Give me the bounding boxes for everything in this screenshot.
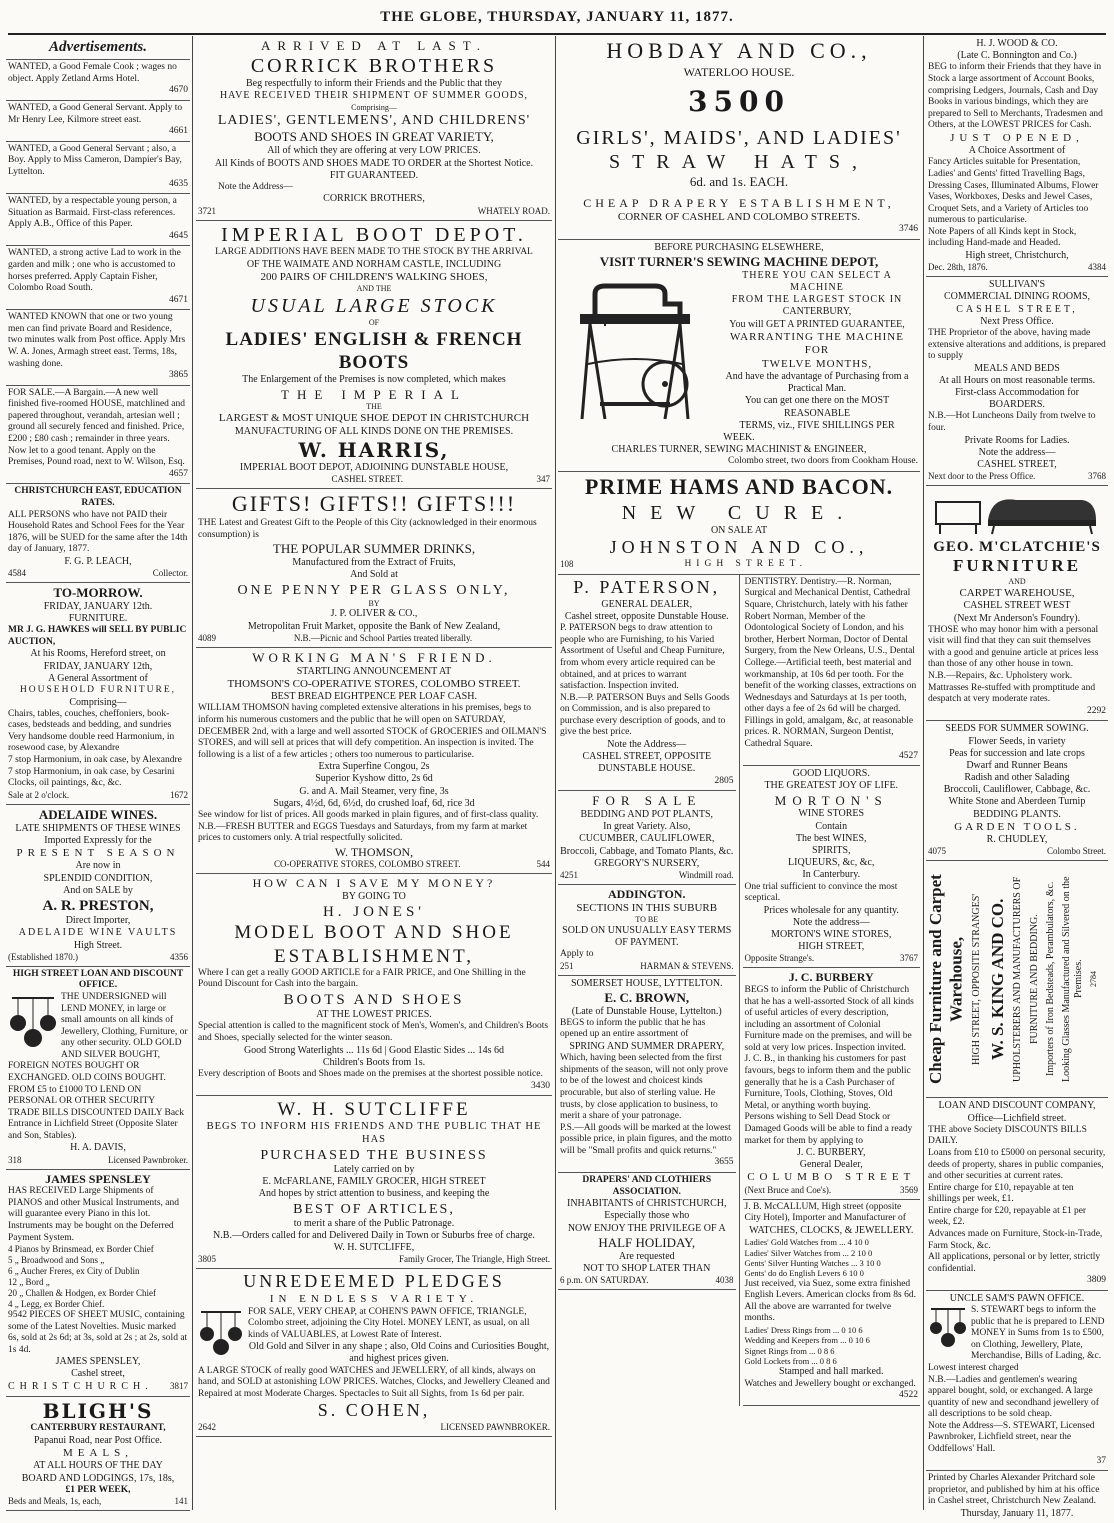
ad-chudley-seeds: SEEDS FOR SUMMER SOWING. Flower Seeds, in variety Peas for succession and late crops Dwarf and Runner Beans Radish and other Salading Broccoli, Cauliflower, Cabbage, &c. White Stone and Aberdeen Turnip BEDDING PLANTS. GARDEN TOOLS. R. CHUDLEY, 4075 Colombo Street. [926, 721, 1108, 861]
ad-wanted-barmaid: WANTED, by a respectable young person, a Situation as Barmaid. First-class references. Apply A.B., Office of this Paper. 4645 [6, 194, 190, 246]
ad-for-sale-house: FOR SALE.—A Bargain.—A new well finished five-roomed HOUSE, matchlined and papered throughout, verandah, artesian well ; ground all securely fenced and finished. Price, £200 ; £80 cash ; remainder in three years. Now let to a good tenant. Apply on the Premises, Pound road, next to W. Wilson, Esq. 4657 [6, 386, 190, 485]
masthead [0, 0, 1114, 34]
ad-turners-sewing-machine: BEFORE PURCHASING ELSEWHERE, VISIT TURNER'S SEWING MACHINE DEPOT, THERE YOU CAN SELECT A MACHINE FROM THE LARGEST STOCK IN CANTERBURY, You will GET A PRINTED GUARANTEE, WARRANTING THE MACHINE FOR TWELVE MONTHS, And have the advantage of Purchasing from a Practical Man. You can get one there on the MOST REASONABLE TERMS, viz., FIVE SHILLINGS PER WEEK. CHARLES TURNER, SEWING MACHINIST & ENGINEER, Colombo street, two doors from Cookham House. [558, 240, 920, 472]
masthead-rule [8, 33, 1106, 35]
ad-addington: ADDINGTON. SECTIONS IN THIS SUBURB TO BE SOLD ON UNUSUALLY EASY TERMS OF PAYMENT. Apply to 251 HARMAN & STEVENS. [558, 885, 736, 976]
advertisements-heading: Advertisements. [6, 36, 190, 60]
ad-mcclatchie-furniture: GEO. M'CLATCHIE'S FURNITURE AND CARPET WAREHOUSE, CASHEL STREET WEST (Next Mr Anderson's Foundry). THOSE who may honor him with a personal visit will find that they can suit themselves with a good and genuine article at prices less than those of any other house in town. N.B.—Repairs, &c. Upholstery work. Mattrasses Re-stuffed with promptitude and despatch at very moderate rates. 2292 [926, 486, 1108, 721]
ad-imperial-boot-depot: IMPERIAL BOOT DEPOT. LARGE ADDITIONS HAVE BEEN MADE TO THE STOCK BY THE ARRIVAL OF THE WAIMATE AND NORHAM CASTLE, INCLUDING 200 PAIRS OF CHILDREN'S WALKING SHOES, AND THE USUAL LARGE STOCK OF LADIES' ENGLISH & FRENCH BOOTS The Enlargement of the Premises is now completed, which makes THE IMPERIAL THE LARGEST & MOST UNIQUE SHOE DEPOT IN CHRISTCHURCH MANUFACTURING OF ALL KINDS DONE ON THE PREMISES. W. HARRIS, IMPERIAL BOOT DEPOT, ADJOINING DUNSTABLE HOUSE, CASHEL STREET. 347 [196, 221, 552, 490]
ad-wanted-known: WANTED KNOWN that one or two young men can find private Board and Residence, two minutes walk from Post office. Apply Mrs W. A. Jones, Armagh street east. Terms, 18s, washing done. 3865 [6, 310, 190, 385]
ad-wanted-cook: WANTED, a Good Female Cook ; wages no object. Apply Zetland Arms Hotel. 4670 [6, 60, 190, 101]
column-divider [192, 36, 193, 1510]
ad-adelaide-wines: ADELAIDE WINES. LATE SHIPMENTS OF THESE WINES Imported Expressly for the PRESENT SEASON Are now in SPLENDID CONDITION, And on SALE by A. R. PRESTON, Direct Importer, ADELAIDE WINE VAULTS High Street. (Established 1870.) 4356 [6, 805, 190, 967]
ad-sullivans-dining: SULLIVAN'S COMMERCIAL DINING ROOMS, CASHEL STREET, Next Press Office. THE Proprietor of the above, having made extensive alterations and additions, is prepared to supply MEALS AND BEDS At all Hours on most reasonable terms. First-class Accommodation for BOARDERS. N.B.—Hot Luncheons Daily from twelve to four. Private Rooms for Ladies. Note the address— CASHEL STREET, Next door to the Press Office. 3768 [926, 277, 1108, 486]
ad-drapers-association: DRAPERS' AND CLOTHIERS ASSOCIATION. INHABITANTS of CHRISTCHURCH, Especially those who NOW ENJOY THE PRIVILEGE OF A HALF HOLIDAY, Are requested NOT TO SHOP LATER THAN 6 p.m. ON SATURDAY. 4038 [558, 1173, 736, 1290]
ad-ws-king: Cheap Furniture and Carpet Warehouse, HIGH STREET, OPPOSITE STRANGES' W. S. KING AND CO. UPHOLSTERERS AND MANUFACTURERS OF FURNITURE AND BEDDING. Importers of Iron Bedsteads, Perambulators, &c. Looking Glasses Manufactured and Silvered on the Premises. 2784 [926, 861, 1108, 1098]
ad-cohen-pledges: UNREDEEMED PLEDGES IN ENDLESS VARIETY. FOR SALE, VERY CHEAP, at COHEN'S PAWN OFFICE, TRIANGLE, Colombo street, adjoining the City Hotel. MONEY LENT, as usual, on all kinds of VALUABLES, at Lowest Rate of Interest. Old Gold and Silver in any shape ; also, Old Coins and Curiosities Bought, and highest prices given. A LARGE STOCK of really good WATCHES and JEWELLERY, of all kinds, always on hand, and SOLD at astonishing LOW PRICES. Watches, Clocks, and Jewellery Cleaned and Repaired at most Moderate Charges. Spectacles to Suit all Sights, from 1s 6d per pair. S. COHEN, 2642 LICENSED PAWNBROKER. [196, 1269, 552, 1437]
ad-education-rates: CHRISTCHURCH EAST, EDUCATION RATES. ALL PERSONS who have not PAID their Household Rates and School Fees for the Year 1876, will be SUED for the same after the 14th day of January, 1877. F. G. P. LEACH, 4584 Collector. [6, 484, 190, 583]
column-2 [196, 36, 552, 1510]
ad-gifts: GIFTS! GIFTS!! GIFTS!!! THE Latest and Greatest Gift to the People of this City (acknowledged in their enormous consumption) is THE POPULAR SUMMER DRINKS, Manufactured from the Extract of Fruits, And Sold at ONE PENNY PER GLASS ONLY, BY J. P. OLIVER & CO., Metropolitan Fruit Market, opposite the Bank of New Zealand, 4089 N.B.—Picnic and School Parties treated liberally. [196, 489, 552, 647]
ad-corrick-brothers: ARRIVED AT LAST. CORRICK BROTHERS Beg respectfully to inform their Friends and the Public that they HAVE RECEIVED THEIR SHIPMENT OF SUMMER GOODS, Comprising— LADIES', GENTLEMENS', AND CHILDRENS' BOOTS AND SHOES IN GREAT VARIETY, All of which they are offering at very LOW PRICES. All Kinds of BOOTS AND SHOES MADE TO ORDER at the Shortest Notice. FIT GUARANTEED. Note the Address— CORRICK BROTHERS, 3721 WHATELY ROAD. [196, 36, 552, 221]
ad-mccallum-watches: J. B. McCALLUM, High street (opposite City Hotel), Importer and Manufacturer of WATCHES, CLOCKS, & JEWELLERY. Ladies' Gold Watches from ... 4 10 0 Ladies' Silver Watches from ... 2 10 0 Gents' Silver Hunting Watches ... 3 10 0 Gents' do do English Levers 6 10 0 Just received, via Suez, some extra finished English Levers. American clocks from 8s 6d. All the above are warranted for twelve months. Ladies' Dress Rings from ... 0 10 6 Wedding and Keepers from ... 0 10 6 Signet Rings from ... 0 8 6 Gold Lockets from ... 0 8 6 Stamped and hall marked. Watches and Jewellery bought or exchanged. 4522 [743, 1200, 921, 1406]
ad-mortons-wine-stores: GOOD LIQUORS. THE GREATEST JOY OF LIFE. MORTON'S WINE STORES Contain The best WINES, SPIRITS, LIQUEURS, &c, &c, In Canterbury. One trial sufficient to convince the most sceptical. Prices wholesale for any quantity. Note the address— MORTON'S WINE STORES, HIGH STREET, Opposite Strange's. 3767 [743, 766, 921, 968]
left-subcolumn [558, 575, 740, 1406]
masthead-title: THE GLOBE, THURSDAY, JANUARY 11, 1877. [380, 9, 734, 25]
right-subcolumn [740, 575, 921, 1406]
column-divider [555, 36, 556, 1510]
ad-hj-wood: H. J. WOOD & CO. (Late C. Bonnington and Co.) BEG to inform their Friends that they have in Stock a large assortment of Account Books, comprising Ledgers, Journals, Cash and Day Books in various bindings, which they are prepared to Sell to Merchants, Tradesmen and Others, at the LOWEST PRICES for Cash. JUST OPENED, A Choice Assortment of Fancy Articles suitable for Presentation, Ladies' and Gents' fitted Travelling Bags, Dressing Cases, Illuminated Albums, Flower Vases, Workboxes, Desks and Jewel Cases, Croquet Sets, and a Variety of Articles too numerous to particularise. Note Papers of all Kinds kept in Stock, including Hand-made and Headed. High street, Christchurch, Dec. 28th, 1876. 4384 [926, 36, 1108, 277]
ad-jc-burbery: J. C. BURBERY BEGS to inform the Public of Christchurch that he has a well-assorted Stock of all kinds of useful articles of every description, including an assortment of Colonial Furniture made on the premises, and will be sold at very low prices. Inspection invited. J. C. B., in thanking his customers for past favours, begs to inform them and the public generally that he is a Cash Purchaser of Furniture, Tools, Clothing, Stoves, Old Metal, or anything worth buying. Persons wishing to Sell Dead Stock or Damaged Goods will be able to find a ready market for them by applying to J. C. BURBERY, General Dealer, COLUMBO STREET (Next Bruce and Coe's). 3569 [743, 968, 921, 1199]
ad-blighs-restaurant: BLIGH'S CANTERBURY RESTAURANT, Papanui Road, near Post Office. MEALS, AT ALL HOURS OF THE DAY BOARD AND LODGINGS, 17s, 18s, £1 PER WEEK, Beds and Meals, 1s, each, 141 [6, 1397, 190, 1511]
ad-johnston-hams: PRIME HAMS AND BACON. NEW CURE. ON SALE AT JOHNSTON AND CO., 108 HIGH STREET. [558, 472, 920, 575]
ad-hobday-and-co: HOBDAY AND CO., WATERLOO HOUSE. 3500 GIRLS', MAIDS', AND LADIES' STRAW HATS, 6d. and 1s. EACH. CHEAP DRAPERY ESTABLISHMENT, CORNER OF CASHEL AND COLOMBO STREETS. 3746 [558, 36, 920, 240]
ad-paterson: P. PATERSON, GENERAL DEALER, Cashel street, opposite Dunstable House. P. PATERSON begs to draw attention to people who are Furnishing, to his Varied Assortment of Useful and Cheap Furniture, from whom every article required can be obtained, and at prices to warrant satisfaction. Inspection invited. N.B.—P. PATERSON Buys and Sells Goods on Commission, and is also prepared to purchase every description of goods, and to give the best price. Note the Address— CASHEL STREET, OPPOSITE DUNSTABLE HOUSE. 2805 [558, 575, 736, 791]
ad-wanted-servant-boy: WANTED, a Good General Servant ; also, a Boy. Apply to Miss Cameron, Dampier's Bay, Lyttelton. 4635 [6, 142, 190, 194]
pawnbroker-balls-icon [8, 992, 58, 1054]
ad-high-street-loan: HIGH STREET LOAN AND DISCOUNT OFFICE. THE UNDERSIGNED will LEND MONEY, in large or small amounts on all kinds of Jewellery, Clothing, Furniture, or any other security. OLD GOLD AND SILVER BOUGHT, FOREIGN NOTES BOUGHT OR EXCHANGED. OLD COINS BOUGHT. FROM £5 to £1000 TO LEND ON PERSONAL OR OTHER SECURITY TRADE BILLS DISCOUNTED DAILY Back Entrance in Lichfield Street (Opposite Slater and Son, Stables). H. A. DAVIS, 318 Licensed Pawnbroker. [6, 967, 190, 1170]
ad-h-jones: HOW CAN I SAVE MY MONEY? BY GOING TO H. JONES' MODEL BOOT AND SHOE ESTABLISHMENT, Where I can get a really GOOD ARTICLE for a FAIR PRICE, and One Shilling in the Pound Discount for Cash into the bargain. BOOTS AND SHOES AT THE LOWEST PRICES. Special attention is called to the magnificent stock of Men's, Women's, and Children's Boots and Shoes, specially selected for the winter season. Good Strong Waterlights ... 11s 6d | Good Elastic Sides ... 14s 6d Children's Boots from 1s. Every description of Boots and Shoes made on the premises at the shortest possible notice. 3430 [196, 874, 552, 1096]
column-3 [558, 36, 920, 1510]
ad-uncle-sams-pawn: UNCLE SAM'S PAWN OFFICE. S. STEWART begs to inform the public that he is prepared to LEND MONEY in Sums from 1s to £500, on Clothing, Jewellery, Plate, Merchandise, Bills of Lading, &c. Lowest interest charged N.B.—Ladies and gentlemen's wearing apparel bought, sold, or exchanged. A large quantity of new and secondhand jewellery of all descriptions to be sold cheap. Note the Address—S. STEWART, Licensed Pawnbroker, Lichfield street, near the Oddfellows' Hall. 37 [926, 1291, 1108, 1471]
ad-james-spensley: JAMES SPENSLEY HAS RECEIVED Large Shipments of PIANOS and other Musical Instruments, and will guarantee every Piano in this lot. Instruments may be bought on the Deferred Payment System. 4 Pianos by Brinsmead, ex Border Chief 5 „ Broadwood and Sons „ 6 „ Aucher Freres, ex City of Dublin 12 „ Bord „ 20 „ Challen & Hodgen, ex Border Chief 4 „ Legg, ex Border Chief. 9542 PIECES OF SHEET MUSIC, containing some of the Latest Novelties. Music marked 6s, sold at 2s 6d; at 3s, sold at 2s ; at 2s, sold at 1s 4d. JAMES SPENSLEY, Cashel street, CHRISTCHURCH. 3817 [6, 1170, 190, 1397]
column-divider [923, 36, 924, 1510]
ad-wanted-servant: WANTED, a Good General Servant. Apply to Mr Henry Lee, Kilmore street east. 4661 [6, 101, 190, 142]
column-4 [926, 36, 1108, 1519]
ad-gregorys-nursery: FOR SALE BEDDING AND POT PLANTS, In great Variety. Also, CUCUMBER, CAULIFLOWER, Broccoli, Cabbage, and Tomato Plants, &c. GREGORY'S NURSERY, 4251 Windmill road. [558, 791, 736, 885]
two-column-row [558, 575, 920, 1406]
ad-loan-discount-company: LOAN AND DISCOUNT COMPANY, Office—Lichfield street. THE above Society DISCOUNTS BILLS DAILY. Loans from £10 to £5000 on personal security, deeds of property, shares in public companies, and other securities at current rates. Entire charge for £10, repayable at ten shillings per week, £1. Entire charge for £20, repayable at £1 per week, £2. Advances made on Furniture, Stock-in-Trade, Farm Stock, &c. All applications, personal or by letter, strictly confidential. 3809 [926, 1098, 1108, 1290]
ad-wanted-lad: WANTED, a strong active Lad to work in the garden and milk ; one who is accustomed to horses preferred. Apply Captain Fisher, Colombo Road South. 4671 [6, 246, 190, 310]
ad-tomorrow-auction: TO-MORROW. FRIDAY, JANUARY 12th. FURNITURE. MR J. G. HAWKES will SELL BY PUBLIC AUCTION, At his Rooms, Hereford street, on FRIDAY, JANUARY 12th, A General Assortment of HOUSEHOLD FURNITURE, Comprising— Chairs, tables, couches, cheffoniers, book-cases, bedsteads and bedding, and sundries Very handsome double reed Harmonium, in rosewood case, by Alexandre 7 stop Harmonium, in oak case, by Alexandre 7 stop Harmonium, in oak case, by Cesarini Clocks, oil paintings, &c, &c. Sale at 2 o'clock. 1672 [6, 583, 190, 805]
pawnbroker-balls-icon [928, 1305, 968, 1353]
sewing-machine-illustration [560, 274, 710, 424]
ad-ec-brown: SOMERSET HOUSE, LYTTELTON. E. C. BROWN, (Late of Dunstable House, Lyttelton.) BEGS to inform the public that he has opened up an entire assortment of SPRING AND SUMMER DRAPERY, Which, having been selected from the first shipments of the season, will not only prove to be of the lowest and choicest kinds procurable, but also of sterling value. He trusts, by close application to business, to merit a share of your patronage. P.S.—All goods will be marked at the lowest possible price, in plain figures, and the motto will be "Small profits and quick returns." 3655 [558, 976, 736, 1173]
printer-imprint: Printed by Charles Alexander Pritchard sole proprietor, and published by him at his office in Cashel street, Christchurch New Zealand. Thursday, January 11, 1877. [928, 1473, 1100, 1519]
furniture-illustration [932, 490, 1102, 536]
pawnbroker-balls-icon [198, 1307, 244, 1361]
ad-norman-dentistry: DENTISTRY. Dentistry.—R. Norman, Surgical and Mechanical Dentist, Cathedral Square, Christchurch, lately with his father Robert Norman, Member of the Odontological Society of London, and his brother, Herbert Norman, Doctor of Dental Surgery, from the New Orleans, U.S., Dental College.—Artificial teeth, best material and workmanship, at 10s 6d per tooth. For the benefit of the working classes, extractions on Wednesdays and Saturdays at 1s per tooth, other days a fee of 2s 6d will be charged. Fillings in gold, amalgam, &c, at reasonable prices. R. NORMAN, Surgeon Dentist, Cathedral Square. 4527 [743, 575, 921, 766]
ad-sutcliffe: W. H. SUTCLIFFE BEGS TO INFORM HIS FRIENDS AND THE PUBLIC THAT HE HAS PURCHASED THE BUSINESS Lately carried on by E. McFARLANE, FAMILY GROCER, HIGH STREET And hopes by strict attention to business, and keeping the BEST OF ARTICLES, to merit a share of the Public Patronage. N.B.—Orders called for and Delivered Daily in Town or Suburbs free of charge. W. H. SUTCLIFFE, 3805 Family Grocer, The Triangle, High Street. [196, 1096, 552, 1269]
column-1 [6, 36, 190, 1510]
ad-working-mans-friend: WORKING MAN'S FRIEND. STARTLING ANNOUNCEMENT AT THOMSON'S CO-OPERATIVE STORES, COLOMBO STREET. BEST BREAD EIGHTPENCE PER LOAF CASH. WILLIAM THOMSON having completed extensive alterations in his premises, begs to inform his numerous customers and the public that he will open on SATURDAY, DECEMBER 2nd, with a large and well assorted STOCK of GROCERIES and OILMAN'S STORES, and will sell at prices that will defy competition. An inspection is invited. The following is a list of a few articles ; others too numerous to particularise. Extra Superfine Congou, 2s Superior Kyshow ditto, 2s 6d G. and A. Mail Steamer, very fine, 3s Sugars, 4½d, 6d, 6½d, do crushed loaf, 6d, rice 3d See window for list of prices. All goods marked in plain figures, and of first-class quality. N.B.—FRESH BUTTER and EGGS Tuesdays and Saturdays, from my farm at market prices to customers only. A trial respectfully solicited. W. THOMSON, CO-OPERATIVE STORES, COLOMBO STREET. 544 [196, 648, 552, 875]
